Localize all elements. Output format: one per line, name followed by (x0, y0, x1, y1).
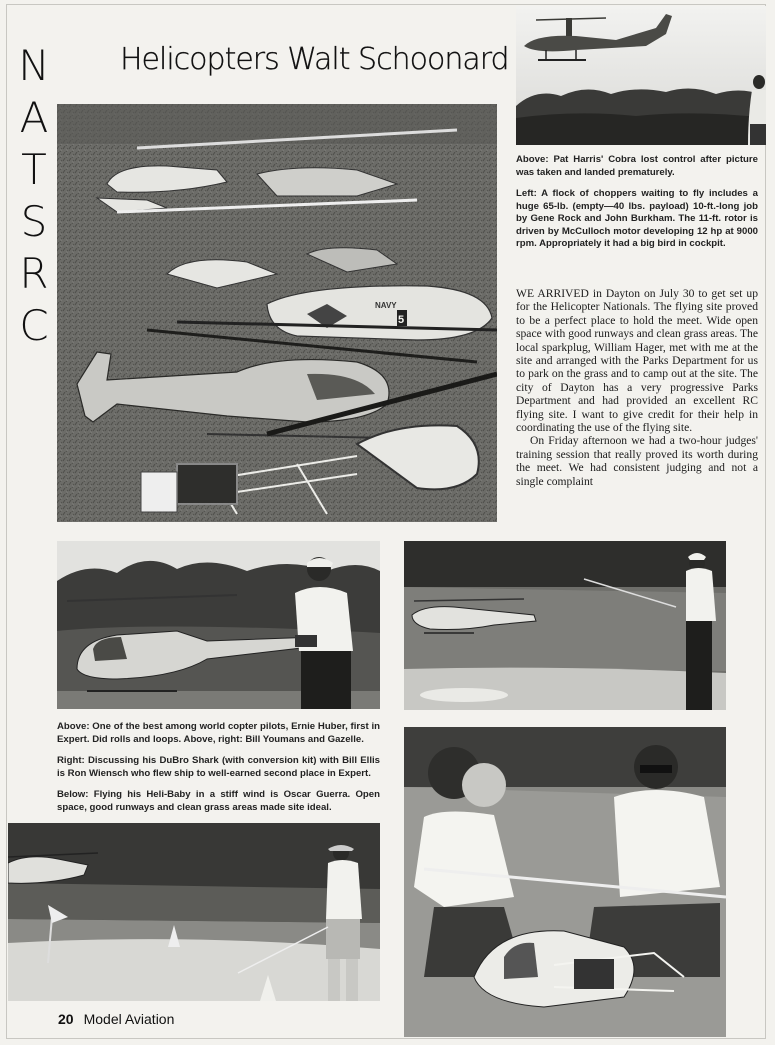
caption-oscar-guerra: Below: Flying his Heli-Baby in a stiff wind is Oscar Guerra. Open space, good runways and clean grass areas made site ideal. (57, 789, 380, 813)
photo-oscar-guerra (8, 823, 380, 1001)
vertical-title-letter: R (19, 249, 49, 298)
caption-middle-left (57, 721, 380, 823)
navy-marking: NAVY (375, 301, 397, 310)
article-body (516, 287, 758, 488)
photo-ernie-huber (57, 541, 380, 709)
lead-in: WE ARRIVED (516, 287, 589, 300)
vertical-section-title (14, 40, 54, 352)
caption-ron-wiensch: Right: Discussing his DuBro Shark (with conversion kit) with Bill Ellis is Ron Wiensch who flew ship to well-earned second place in Expert. (57, 755, 380, 779)
page-number: 20 (58, 1011, 74, 1027)
magazine-name: Model Aviation (83, 1011, 175, 1027)
vertical-title-letter: T (21, 145, 47, 194)
caption-top-right (516, 154, 758, 260)
body-paragraph-1: WE ARRIVED in Dayton on July 30 to get set up for the Helicopter Nationals. The flying site proved to be a perfect place to hold the meet. Wide open space with good runways and clean grass areas. The local sparkplug, William Hager, met with me at the site and arranged with the Parks Department for us to park on the grass and to camp out at the site. The city of Dayton has a very progressive Parks Department and had provided an excellent RC flying site. I want to give credit for their help in coordinating the use of the flying site. (516, 287, 758, 435)
vertical-title-letter: S (20, 197, 48, 246)
photo-flock-of-choppers (57, 104, 497, 522)
article-title: Helicopters Walt Schoonard (120, 42, 509, 77)
photo-bill-youmans-gazelle (404, 541, 726, 710)
photo-ron-wiensch-bill-ellis (404, 727, 726, 1037)
fuselage-number: 5 (398, 314, 405, 326)
caption-flock: Left: A flock of choppers waiting to fly includes a huge 65-lb. (empty—40 lbs. payload) 10-ft.-long job by Gene Rock and John Burkham. The 11-ft. rotor is driven by McCulloch motor developing 12 hp at 9000 rpm. Appropriately it had a big bird in cockpit. (516, 188, 758, 249)
vertical-title-letter: C (19, 301, 49, 350)
caption-cobra: Above: Pat Harris' Cobra lost control after picture was taken and landed prematurely. (516, 154, 758, 178)
vertical-title-letter: N (18, 41, 50, 90)
page-folio (58, 1011, 174, 1027)
body-paragraph-2: On Friday afternoon we had a two-hour judges' training session that really proved its worth during the meet. We had consistent judging and not a single complaint (516, 434, 758, 488)
vertical-title-letter: A (19, 93, 49, 142)
photo-cobra-flight (516, 6, 766, 145)
caption-ernie-huber: Above: One of the best among world copter pilots, Ernie Huber, first in Expert. Did rolls and loops. Above, right: Bill Youmans and Gazelle. (57, 721, 380, 745)
